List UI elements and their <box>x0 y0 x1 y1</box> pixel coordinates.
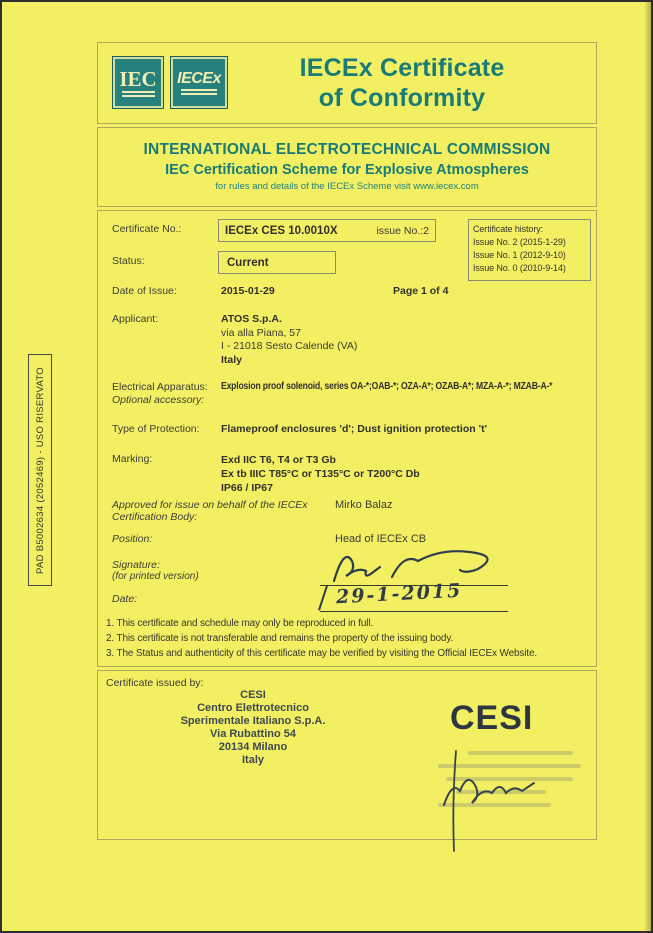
applicant-address-line: via alla Piana, 57 <box>221 326 301 339</box>
signature-note: (for printed version) <box>112 571 199 582</box>
certificate-no-label: Certificate No.: <box>112 223 182 235</box>
iecex-logo-bar <box>181 93 218 95</box>
issuer-label: Certificate issued by: <box>106 677 204 689</box>
issuer-handwritten-signature <box>418 743 568 853</box>
certificate-title-line1: IECEx Certificate <box>299 54 505 82</box>
status-label: Status: <box>112 255 145 267</box>
certificate-history-box <box>468 219 591 281</box>
issuer-section <box>97 670 597 840</box>
iec-logo-text: IEC <box>119 66 157 91</box>
electrical-apparatus-value: Explosion proof solenoid, series OA-*;OAB-*; OZA-A*; OZAB-A*; MZA-A-*; MZAB-A-* <box>221 381 553 392</box>
certificate-no-value: IECEx CES 10.0010X <box>225 224 338 237</box>
issue-no-value: issue No.:2 <box>376 224 429 237</box>
certificate-no-field <box>218 219 436 242</box>
note-line: 3. The Status and authenticity of this certificate may be verified by visiting the Official IECEx Website. <box>106 647 537 659</box>
approved-name: Mirko Balaz <box>335 499 393 511</box>
note-line: 1. This certificate and schedule may only be reproduced in full. <box>106 618 374 629</box>
certificate-title <box>248 53 556 113</box>
optional-accessory-label: Optional accessory: <box>112 394 205 406</box>
marking-block <box>221 453 420 495</box>
iec-logo-bar <box>122 91 155 93</box>
electrical-apparatus-label: Electrical Apparatus: <box>112 381 208 393</box>
position-label: Position: <box>112 533 153 545</box>
date-of-issue-value: 2015-01-29 <box>221 285 275 297</box>
status-value: Current <box>227 256 269 269</box>
cesi-logo: CESI <box>450 699 534 737</box>
commission-name: INTERNATIONAL ELECTROTECHNICAL COMMISSION <box>143 141 551 158</box>
applicant-block <box>221 313 357 367</box>
applicant-address-line: I - 21018 Sesto Calende (VA) <box>221 340 358 352</box>
side-reference-label: PAD B5002634 (2052469) - USO RISERVATO <box>34 366 46 574</box>
certificate-header <box>97 42 597 124</box>
marking-line: IP66 / IP67 <box>221 482 273 494</box>
certificate-history-item: Issue No. 0 (2010-9-14) <box>473 263 566 273</box>
type-of-protection-label: Type of Protection: <box>112 423 200 435</box>
commission-scheme: IEC Certification Scheme for Explosive Atmospheres <box>165 162 529 178</box>
note-line: 2. This certificate is not transferable and remains the property of the issuing body. <box>106 632 454 644</box>
iecex-logo-bar <box>181 89 218 91</box>
position-value: Head of IECEx CB <box>335 533 427 545</box>
side-reference-box <box>28 354 52 586</box>
certificate-title-line2: of Conformity <box>318 84 486 112</box>
handwritten-date: 29-1-2015 <box>335 579 463 609</box>
date-line <box>320 611 508 612</box>
applicant-name: ATOS S.p.A. <box>221 313 282 325</box>
marking-line: Ex tb IIIC T85°C or T135°C or T200°C Db <box>221 468 420 480</box>
applicant-address-line: Italy <box>221 353 243 366</box>
applicant-label: Applicant: <box>112 313 159 325</box>
issuer-address-line: Italy <box>241 754 264 766</box>
iecex-logo <box>170 56 228 109</box>
page-indicator: Page 1 of 4 <box>393 285 449 297</box>
commission-banner <box>97 127 597 207</box>
certificate-history-item: Issue No. 2 (2015-1-29) <box>473 237 566 247</box>
iec-logo <box>112 56 164 109</box>
approved-label: Approved for issue on behalf of the IECEx Certification Body: <box>112 499 308 523</box>
issuer-address-line: Via Rubattino 54 <box>210 728 296 740</box>
type-of-protection-value: Flameproof enclosures 'd'; Dust ignition protection 't' <box>221 423 488 435</box>
issuer-address-line: Centro Elettrotecnico <box>197 702 309 714</box>
issuer-address-line: 20134 Milano <box>218 741 288 753</box>
certificate-notes <box>106 617 537 661</box>
handwritten-slash <box>318 585 328 610</box>
date-of-issue-label: Date of Issue: <box>112 285 177 297</box>
issuer-address-line: Sperimentale Italiano S.p.A. <box>180 715 326 727</box>
commission-note: for rules and details of the IECEx Scheme visit www.iecex.com <box>215 181 479 192</box>
issuer-name: CESI <box>240 689 266 701</box>
iecex-logo-text: IECEx <box>177 70 221 87</box>
status-field <box>218 251 336 274</box>
certificate-details <box>97 210 597 667</box>
issuer-address-block <box>133 689 373 767</box>
handwritten-signature <box>320 543 515 585</box>
marking-line: Exd IIC T6, T4 or T3 Gb <box>221 454 336 466</box>
date-label: Date: <box>112 593 138 605</box>
certificate-history-title: Certificate history: <box>473 224 544 234</box>
iec-logo-bar <box>122 95 155 97</box>
marking-label: Marking: <box>112 453 153 465</box>
signature-label: Signature: <box>112 559 160 571</box>
certificate-history-item: Issue No. 1 (2012-9-10) <box>473 250 566 260</box>
